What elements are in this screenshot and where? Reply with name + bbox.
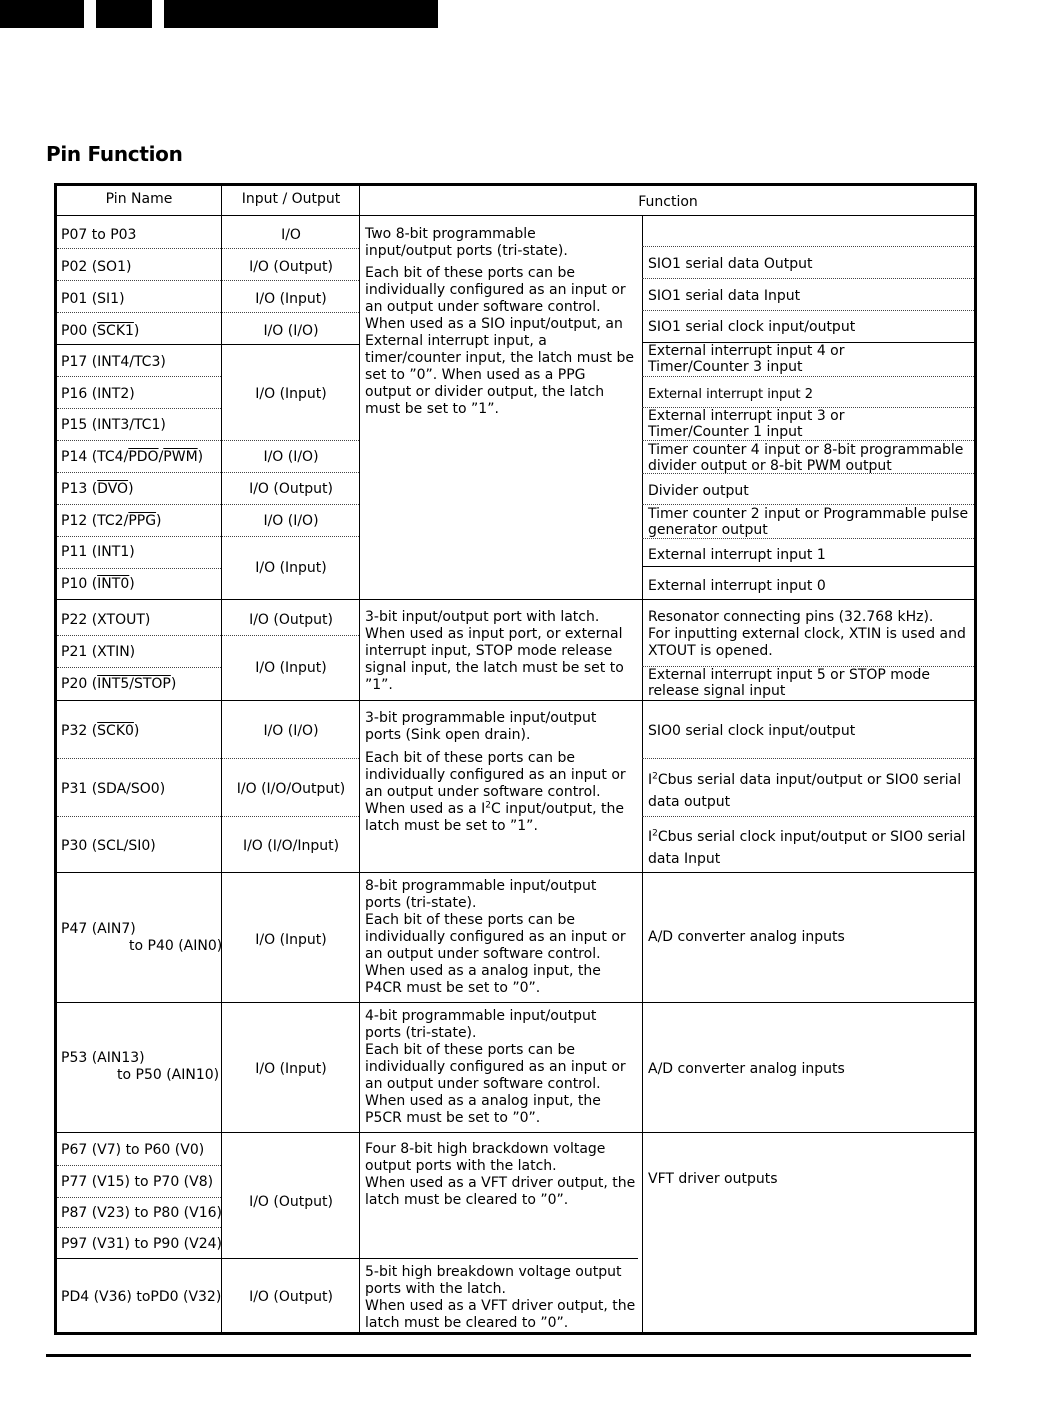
desc-p4: 8-bit programmable input/output ports (tri-state). Each bit of these ports can be individually configured as an input or an output under software control. When used as a analog input, the P4CR must be set to ”0”. [365, 878, 626, 996]
dot-p17 [57, 376, 221, 377]
io-p47: I/O (Input) [255, 932, 327, 948]
fdot-6 [642, 440, 974, 441]
pin-pd4: PD4 (V36) toPD0 (V32) [61, 1289, 222, 1305]
pin-p11: P11 (INT1) [61, 544, 135, 560]
pin-p15: P15 (INT3/TC1) [61, 417, 166, 433]
dot-p03 [57, 248, 359, 249]
pin-p21: P21 (XTIN) [61, 644, 136, 660]
row-line-pd [57, 1258, 638, 1259]
pin-p02: P02 (SO1) [61, 259, 132, 275]
pin-p97: P97 (V31) to P90 (V24) [61, 1236, 222, 1252]
desc-p3-intro: 3-bit programmable input/output ports (Sink open drain). [365, 710, 597, 743]
dot-p14 [57, 472, 359, 473]
desc-p0-intro: Two 8-bit programmable input/output ports (tri-state). [365, 226, 568, 259]
io-p13: I/O (Output) [249, 481, 333, 497]
dot-p67 [57, 1165, 221, 1166]
io-p31: I/O (I/O/Output) [236, 781, 346, 797]
row-line-header [57, 215, 974, 216]
header-bar-2 [96, 0, 152, 28]
desc-pd: 5-bit high breakdown voltage output ports with the latch. When used as a VFT driver output, the latch must be cleared to ”0”. [365, 1264, 636, 1331]
io-p02: I/O (Output) [249, 259, 333, 275]
dot-p21 [57, 667, 221, 668]
fdot-12 [642, 816, 974, 817]
pin-p31: P31 (SDA/SO0) [61, 781, 166, 797]
func-int3: External interrupt input 3 or Timer/Counter 1 input [648, 408, 845, 440]
header-pin-name: Pin Name [105, 191, 173, 207]
dot-p02 [57, 280, 359, 281]
pin-p30: P30 (SCL/SI0) [61, 838, 156, 854]
func-vft: VFT driver outputs [648, 1171, 778, 1187]
line-p2-func [642, 566, 974, 567]
func-xt: Resonator connecting pins (32.768 kHz). For inputting external clock, XTIN is used and XTOUT is opened. [648, 609, 966, 659]
col-divider-1 [221, 186, 222, 1332]
dot-p01 [57, 312, 359, 313]
pin-p14: P14 $(TC4/\overline{PDO}/\overline{PWM})$ [61, 449, 204, 465]
pin-p07-p03: P07 to P03 [61, 227, 137, 243]
desc-p2: 3-bit input/output port with latch. When used as input port, or external interrupt input, STOP mode release signal input, the latch must be set to ”1”. [365, 609, 624, 693]
io-pd4: I/O (Output) [249, 1289, 333, 1305]
func-adc-p4: A/D converter analog inputs [648, 929, 845, 945]
fdot-8 [642, 504, 974, 505]
header-bar-1 [0, 0, 84, 28]
pin-p00: P00 (SCK1) [61, 323, 140, 339]
pin-function-table [54, 183, 977, 1335]
pin-p12: P12 $(TC2/\overline{PPG})$ [61, 513, 162, 529]
pin-p16: P16 (INT2) [61, 386, 135, 402]
io-p17-p15: I/O (Input) [255, 386, 327, 402]
row-line-p3 [57, 700, 974, 701]
pin-p53: P53 (AIN13) to P50 (AIN10) [61, 1050, 220, 1083]
row-line-p4 [57, 872, 974, 873]
desc-p6: Four 8-bit high brackdown voltage output ports with the latch. When used as a VFT driver output, the latch must be cleared to ”0”. [365, 1141, 636, 1208]
header-bar-3 [164, 0, 438, 28]
func-dvo: Divider output [648, 483, 749, 499]
io-p53: I/O (Input) [255, 1061, 327, 1077]
func-int5: External interrupt input 5 or STOP mode release signal input [648, 667, 931, 699]
row-line-p5 [57, 1002, 974, 1003]
io-p32: I/O (I/O) [263, 723, 319, 739]
header-function: Function [638, 194, 698, 210]
desc-p3-body: Each bit of these ports can be individually configured as an input or an output under software control. When used as a $I^2C$ input/output, the latch must be set to ”1”. [365, 750, 626, 834]
desc-p5: 4-bit programmable input/output ports (tri-state). Each bit of these ports can be individually configured as an input or an output under software control. When used as a analog input, the P5CR must be set to ”0”. [365, 1008, 626, 1126]
io-p12: I/O (I/O) [263, 513, 319, 529]
func-so1: SIO1 serial data Output [648, 256, 813, 272]
io-p30: I/O (I/O/Input) [242, 838, 340, 854]
dot-p32 [57, 758, 359, 759]
func-tc4: Timer counter 4 input or 8-bit programmable divider output or 8-bit PWM output [648, 442, 964, 474]
desc-p0-body: Each bit of these ports can be individually configured as an input or an output under software control. When used as a SIO input/output, an External interrupt input, a timer/counter input, the latch must be set to ”0”. When used as a PPG output or divider output, the latch must be set to ”1”. [365, 265, 634, 417]
pin-p01: P01 (SI1) [61, 291, 125, 307]
pin-p47: P47 (AIN7) to P40 (AIN0) [61, 921, 223, 954]
fdot-11 [642, 758, 974, 759]
func-int4: External interrupt input 4 or Timer/Counter 3 input [648, 343, 845, 375]
pin-p20: P20 (INT5/STOP) [61, 676, 177, 692]
func-sda: $I^2Cbus$ serial data input/output or SIO0 serial data output [648, 771, 962, 810]
pin-p77: P77 (V15) to P70 (V8) [61, 1174, 214, 1190]
footer-rule [46, 1354, 971, 1357]
section-title: Pin Function [46, 142, 183, 166]
func-int0: External interrupt input 0 [648, 578, 826, 594]
io-p07: I/O [281, 227, 301, 243]
dot-p22 [57, 635, 359, 636]
io-p01: I/O (Input) [255, 291, 327, 307]
pin-p67: P67 (V7) to P60 (V0) [61, 1142, 205, 1158]
func-si1: SIO1 serial data Input [648, 288, 801, 304]
func-tc2: Timer counter 2 input or Programmable pulse generator output [648, 506, 969, 538]
dot-p15 [57, 440, 359, 441]
fdot-2 [642, 278, 974, 279]
line-p0-p1 [57, 344, 359, 345]
dot-p11 [57, 568, 221, 569]
dot-p12 [57, 536, 359, 537]
io-p21-p20: I/O (Input) [255, 660, 327, 676]
pin-p22: P22 (XTOUT) [61, 612, 151, 628]
row-line-p2 [57, 599, 974, 600]
dot-p16 [57, 408, 221, 409]
func-int2: External interrupt input 2 [648, 387, 814, 402]
func-int1: External interrupt input 1 [648, 547, 826, 563]
pin-p87: P87 (V23) to P80 (V16) [61, 1205, 222, 1221]
dot-p13 [57, 504, 359, 505]
header-io: Input / Output [241, 191, 341, 207]
dot-p87 [57, 1227, 221, 1228]
fdot-9 [642, 538, 974, 539]
io-p11-p10: I/O (Input) [255, 560, 327, 576]
fdot-4 [642, 376, 974, 377]
col-divider-2 [359, 186, 360, 1332]
fdot-3 [642, 310, 974, 311]
pin-p32: P32 (SCK0) [61, 723, 140, 739]
pin-p13: P13 $(\overline{DVO})$ [61, 481, 134, 497]
io-p14: I/O (I/O) [263, 449, 319, 465]
col-divider-3 [642, 215, 643, 1332]
row-line-p6 [57, 1132, 974, 1133]
dot-p77 [57, 1197, 221, 1198]
io-p00: I/O (I/O) [263, 323, 319, 339]
fdot-1 [642, 246, 974, 247]
pin-p10: P10 (INT0) [61, 576, 135, 592]
io-p22: I/O (Output) [249, 612, 333, 628]
func-adc-p5: A/D converter analog inputs [648, 1061, 845, 1077]
func-sck1: SIO1 serial clock input/output [648, 319, 856, 335]
func-scl: $I^2Cbus$ serial clock input/output or SIO0 serial data Input [648, 828, 966, 867]
dot-p31 [57, 816, 359, 817]
pin-p17: P17 (INT4/TC3) [61, 354, 166, 370]
func-sck0: SIO0 serial clock input/output [648, 723, 856, 739]
io-p6-p9: I/O (Output) [249, 1194, 333, 1210]
